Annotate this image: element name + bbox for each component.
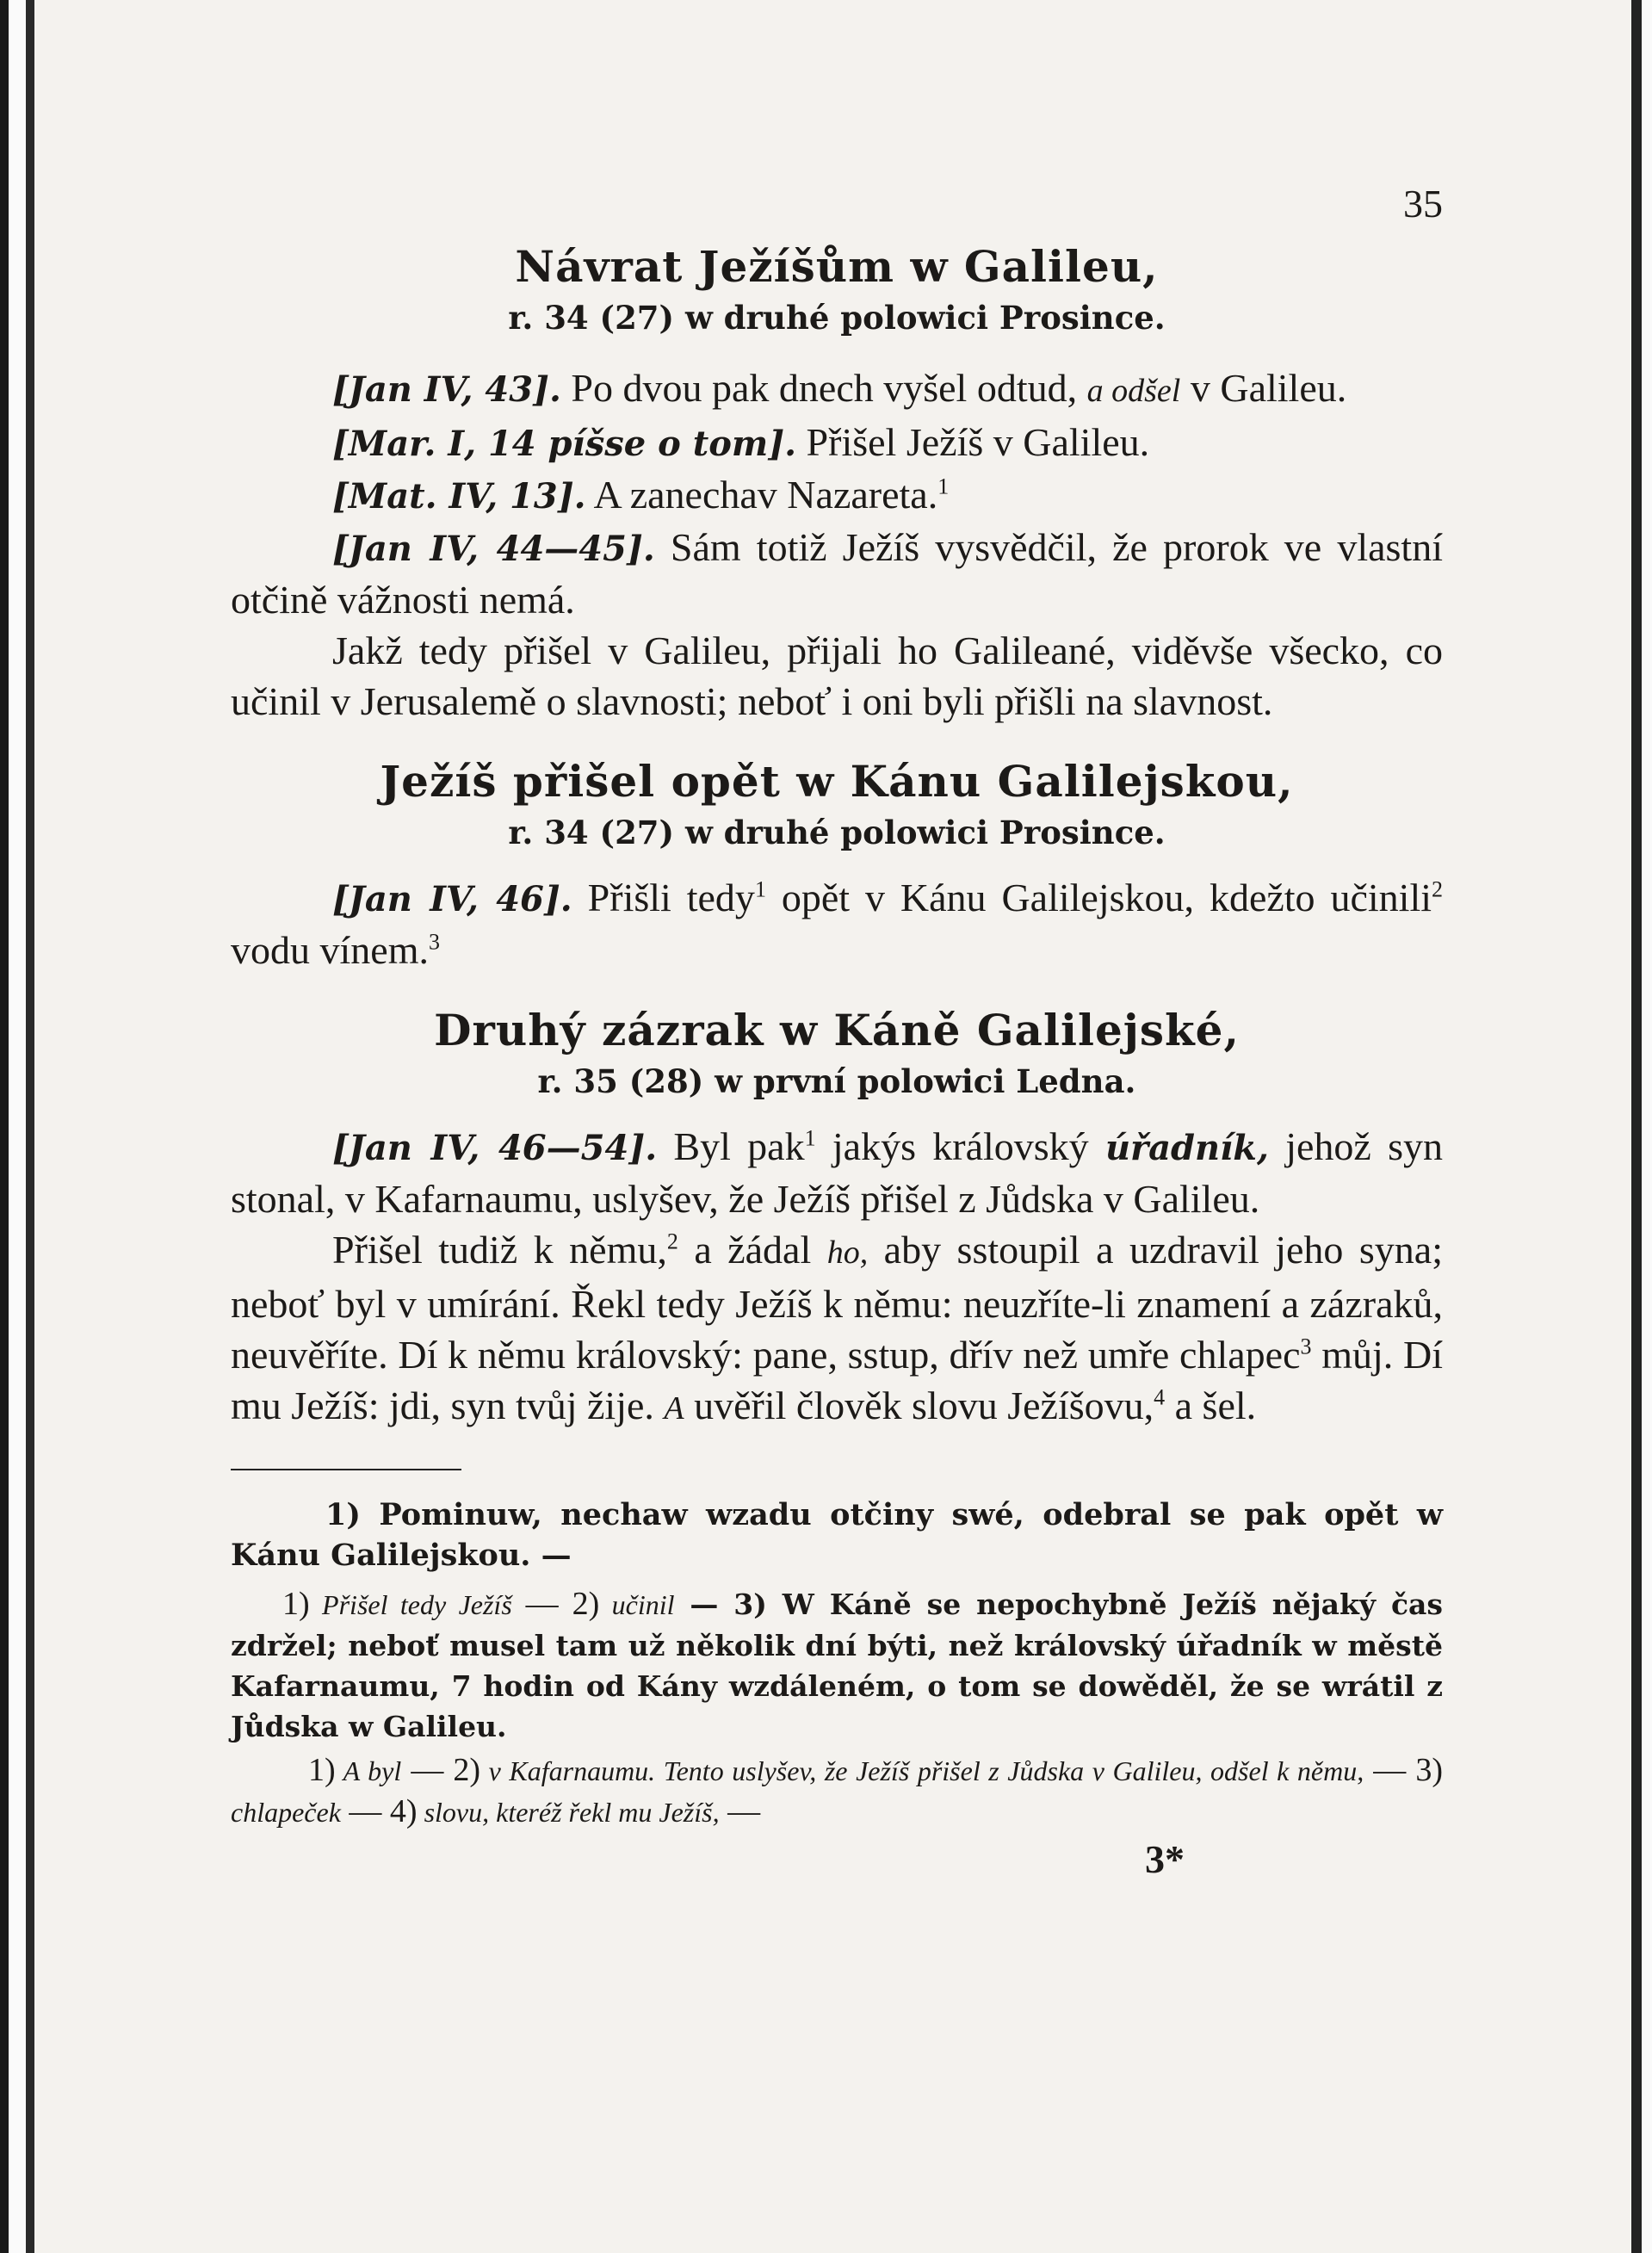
- footnote-number: — 2): [511, 1586, 600, 1622]
- paragraph-text: a žádal: [678, 1228, 827, 1272]
- section-subheading-1: r. 34 (27) w druhé polowici Prosince.: [508, 299, 1166, 337]
- section-heading-2: Ježíš přišel opět w Kánu Galilejskou,: [380, 756, 1294, 807]
- footnote-marker: 1: [937, 474, 950, 499]
- section-subheading-3: r. 35 (28) w první polowici Ledna.: [537, 1062, 1136, 1100]
- footnote-divider: [231, 1469, 461, 1470]
- paragraph-text: vodu vínem.: [231, 928, 429, 972]
- paragraph: [231, 872, 1443, 975]
- paragraph-text: v Galileu.: [1190, 366, 1347, 410]
- paragraph: [231, 362, 1443, 417]
- italic-text: ho,: [826, 1235, 869, 1271]
- paragraph-text: Přišel Ježíš v Galileu.: [796, 420, 1150, 464]
- section-subheading-2: r. 34 (27) w druhé polowici Prosince.: [508, 814, 1166, 851]
- paragraph-text: Sám totiž Ježíš vysvědčil, že prorok ve vlastní otčině vážnosti nemá.: [231, 525, 1443, 622]
- section-heading-3: Druhý zázrak w Káně Galilejské,: [434, 1005, 1240, 1055]
- paragraph-text: A zanechav Nazareta.: [585, 473, 938, 517]
- paragraph: [231, 469, 1443, 522]
- paragraph-text: Přišli tedy: [572, 876, 755, 919]
- section-heading-1: Návrat Ježíšům w Galileu,: [515, 241, 1159, 292]
- bold-text: úřadník,: [1104, 1128, 1269, 1168]
- paragraph-text: uvěřil člověk slovu Ježíšovu,: [684, 1383, 1154, 1427]
- scripture-reference: [Jan IV, 44—45].: [332, 529, 655, 569]
- paragraph-text: jehož syn stonal, v Kafarnaumu, uslyšev, že Ježíš přišel z Jůdska v Galileu.: [231, 1124, 1444, 1221]
- page-number: 35: [1403, 182, 1443, 226]
- footnote-marker: 3: [428, 929, 440, 955]
- page: [231, 181, 1443, 1885]
- footnote-number: 1): [282, 1586, 310, 1622]
- paragraph: [231, 1121, 1443, 1224]
- scripture-reference: [Mar. I, 14 píšse o tom].: [332, 424, 797, 464]
- italic-text: chlapeček: [231, 1797, 341, 1828]
- footnote: [231, 1584, 1443, 1747]
- footnote-marker: 2: [666, 1229, 678, 1254]
- footnote-marker: 2: [1432, 876, 1444, 902]
- italic-text: slovu, kteréž řekl mu Ježíš,: [417, 1797, 720, 1828]
- footnote-marker: 3: [1300, 1334, 1312, 1359]
- signature-mark: 3*: [1145, 1837, 1185, 1881]
- paragraph-text: jakýs královský: [815, 1124, 1105, 1168]
- scripture-reference: [Jan IV, 43].: [332, 369, 561, 410]
- italic-text: A: [664, 1390, 684, 1427]
- paragraph-text: a šel.: [1165, 1383, 1257, 1427]
- left-page-edge: [0, 0, 41, 2253]
- footnote-number: 1): [308, 1752, 336, 1788]
- italic-text: v Kafarnaumu. Tento uslyšev, že Ježíš přišel z Jůdska v Galileu, odšel k němu,: [480, 1755, 1364, 1786]
- italic-text: Přišel tedy Ježíš: [309, 1589, 512, 1620]
- footnote-text: — 3) W Káně se nepochybně Ježíš nějaký čas zdržel; neboť musel tam už několik dní býti, než královský úřadník w městě Kafarnaumu, 7 hodin od Kány wzdáleném, o tom se dowěděl, že se wrátil z Jůdska w Galileu.: [231, 1588, 1444, 1743]
- paragraph-text: opět v Kánu Galilejskou, kdežto učinili: [765, 876, 1432, 919]
- right-page-edge: [1618, 0, 1652, 2253]
- footnote: 1) Pominuw, nechaw wzadu otčiny swé, odebral se pak opět w Kánu Galilejskou. —: [231, 1497, 1443, 1573]
- italic-text: a odšel: [1086, 373, 1181, 409]
- paragraph: Jakž tedy přišel v Galileu, přijali ho Galileané, viděvše všecko, co učinil v Jerusalemě o slavnosti; neboť i oni byli přišli na slavnost.: [231, 628, 1443, 723]
- footnote-number: —: [719, 1793, 761, 1829]
- paragraph: [231, 522, 1443, 625]
- paragraph: [231, 417, 1443, 469]
- footnote-marker: 1: [804, 1125, 816, 1151]
- footnote-marker: 1: [754, 876, 766, 902]
- italic-text: učinil: [599, 1589, 675, 1620]
- scripture-reference: [Jan IV, 46].: [332, 879, 572, 919]
- footnote-number: — 3): [1364, 1752, 1443, 1788]
- paragraph-text: Přišel tudiž k němu,: [332, 1228, 667, 1272]
- scripture-reference: [Mat. IV, 13].: [332, 476, 586, 517]
- italic-text: A byl: [335, 1755, 402, 1786]
- footnote: [231, 1750, 1443, 1833]
- paragraph: [231, 1224, 1443, 1434]
- paragraph-text: aby sstoupil a uzdravil jeho syna; neboť byl v umírání. Řekl tedy Ježíš k němu: neuzříte-li znamení a zázraků, neuvěříte. Dí k němu královský: pane, sstup, dřív než umře chlapec: [231, 1228, 1443, 1377]
- footnote-number: — 4): [340, 1793, 418, 1829]
- footnote-marker: 4: [1154, 1384, 1166, 1410]
- paragraph-text: Po dvou pak dnech vyšel odtud,: [560, 366, 1087, 410]
- paragraph-text: Byl pak: [657, 1124, 805, 1168]
- scripture-reference: [Jan IV, 46—54].: [332, 1128, 658, 1168]
- paragraph-text: můj. Dí mu Ježíš: jdi, syn tvůj žije.: [231, 1333, 1443, 1427]
- footnote-number: — 2): [401, 1752, 481, 1788]
